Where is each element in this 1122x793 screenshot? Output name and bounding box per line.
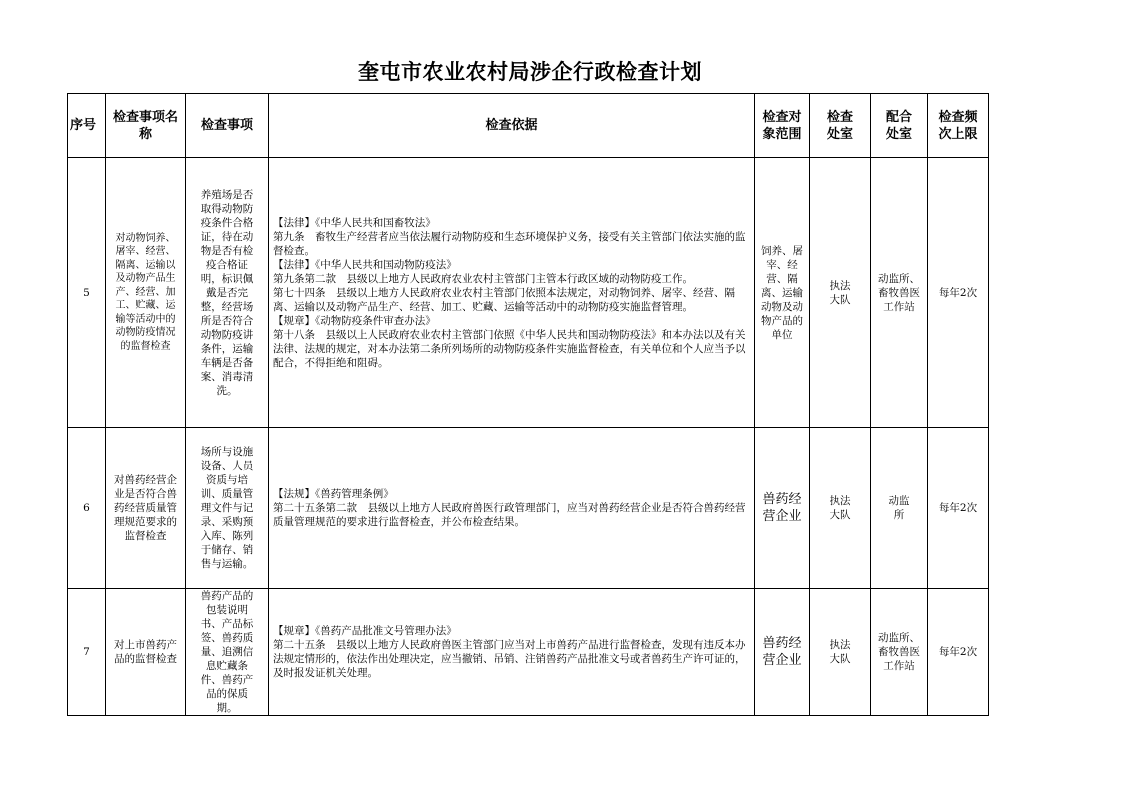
basis-line: 第十八条 县级以上人民政府农业农村主管部门依照《中华人民共和国动物防疫法》和本办法以及有关法律、法规的规定，对本办法第二条所列场所的动物防疫条件实施监督检查，有关单位和个人应当予以配合，不得拒绝和阻碍。 (273, 328, 746, 369)
row-seq: 5 (68, 158, 106, 428)
header-item: 检查事项 (186, 94, 269, 158)
header-basis: 检查依据 (269, 94, 755, 158)
header-row (68, 94, 989, 158)
row-basis (269, 158, 755, 428)
row-office: 执法大队 (810, 158, 871, 428)
header-frequency: 检查频次上限 (928, 94, 989, 158)
basis-line: 第二十五条第二款 县级以上地方人民政府兽医行政管理部门，应当对兽药经营企业是否符合兽药经营质量管理规范的要求进行监督检查，并公布检查结果。 (273, 502, 746, 528)
row-scope: 兽药经营企业 (755, 428, 810, 589)
row-coop-office: 动监所 (871, 428, 928, 589)
row-seq: 7 (68, 589, 106, 716)
basis-line: 【规章】《动物防疫条件审查办法》 (273, 314, 436, 327)
row-frequency: 每年2次 (928, 589, 989, 716)
table-row (68, 589, 989, 716)
row-item: 场所与设施设备、人员资质与培训、质量管理文件与记录、采购预入库、陈列于储存、销售与运输。 (186, 428, 269, 589)
row-item: 兽药产品的包装说明书、产品标签、兽药质量、追溯信息贮藏条件、兽药产品的保质期。 (186, 589, 269, 716)
header-seq: 序号 (68, 94, 106, 158)
row-item-name: 对兽药经营企业是否符合兽药经营质量管理规范要求的监督检查 (106, 428, 186, 589)
row-item-name: 对上市兽药产品的监督检查 (106, 589, 186, 716)
header-coop-office: 配合处室 (871, 94, 928, 158)
basis-line: 【法律】《中华人民共和国畜牧法》 (273, 216, 436, 229)
basis-line: 第七十四条 县级以上地方人民政府农业农村主管部门依照本法规定，对动物饲养、屠宰、经营、隔离、运输以及动物产品生产、经营、加工、贮藏、运输等活动中的动物防疫实施监督管理。 (273, 286, 735, 313)
row-item-name: 对动物饲养、屠宰、经营、隔离、运输以及动物产品生产、经营、加工、贮藏、运输等活动中的动物防疫情况的监督检查 (106, 158, 186, 428)
row-scope: 饲养、屠宰、经营、隔离、运输动物及动物产品的单位 (755, 158, 810, 428)
row-item: 养殖场是否取得动物防疫条件合格证，待在动物是否有检疫合格证明，标识佩戴是否完整，经营场所是否符合动物防疫讲条件，运输车辆是否备案、消毒清洗。 (186, 158, 269, 428)
table-row (68, 158, 989, 428)
row-office: 执法大队 (810, 428, 871, 589)
row-basis (269, 428, 755, 589)
basis-line: 【法规】《兽药管理条例》 (273, 488, 394, 500)
row-frequency: 每年2次 (928, 428, 989, 589)
row-basis (269, 589, 755, 716)
row-office: 执法大队 (810, 589, 871, 716)
basis-line: 第九条第二款 县级以上地方人民政府农业农村主管部门主管本行政区域的动物防疫工作。 (273, 272, 693, 285)
table-row (68, 428, 989, 589)
basis-line: 第九条 畜牧生产经营者应当依法履行动物防疫和生态环境保护义务，接受有关主管部门依法实施的监督检查。 (273, 230, 746, 257)
row-seq: 6 (68, 428, 106, 589)
basis-line: 【法律】《中华人民共和国动物防疫法》 (273, 258, 457, 271)
inspection-plan-table (67, 93, 989, 716)
header-item-name: 检查事项名称 (106, 94, 186, 158)
basis-line: 第二十五条 县级以上地方人民政府兽医主管部门应当对上市兽药产品进行监督检查，发现有违反本办法规定情形的，依法作出处理决定，应当撤销、吊销、注销兽药产品批准文号或者兽药生产许可证的，及时报发证机关处理。 (273, 639, 746, 679)
basis-line: 【规章】《兽药产品批准文号管理办法》 (273, 625, 457, 637)
row-frequency: 每年2次 (928, 158, 989, 428)
page-title: 奎屯市农业农村局涉企行政检查计划 (358, 60, 702, 84)
row-scope: 兽药经营企业 (755, 589, 810, 716)
row-coop-office: 动监所、畜牧兽医工作站 (871, 589, 928, 716)
header-office: 检查处室 (810, 94, 871, 158)
header-scope: 检查对象范围 (755, 94, 810, 158)
row-coop-office: 动监所、畜牧兽医工作站 (871, 158, 928, 428)
